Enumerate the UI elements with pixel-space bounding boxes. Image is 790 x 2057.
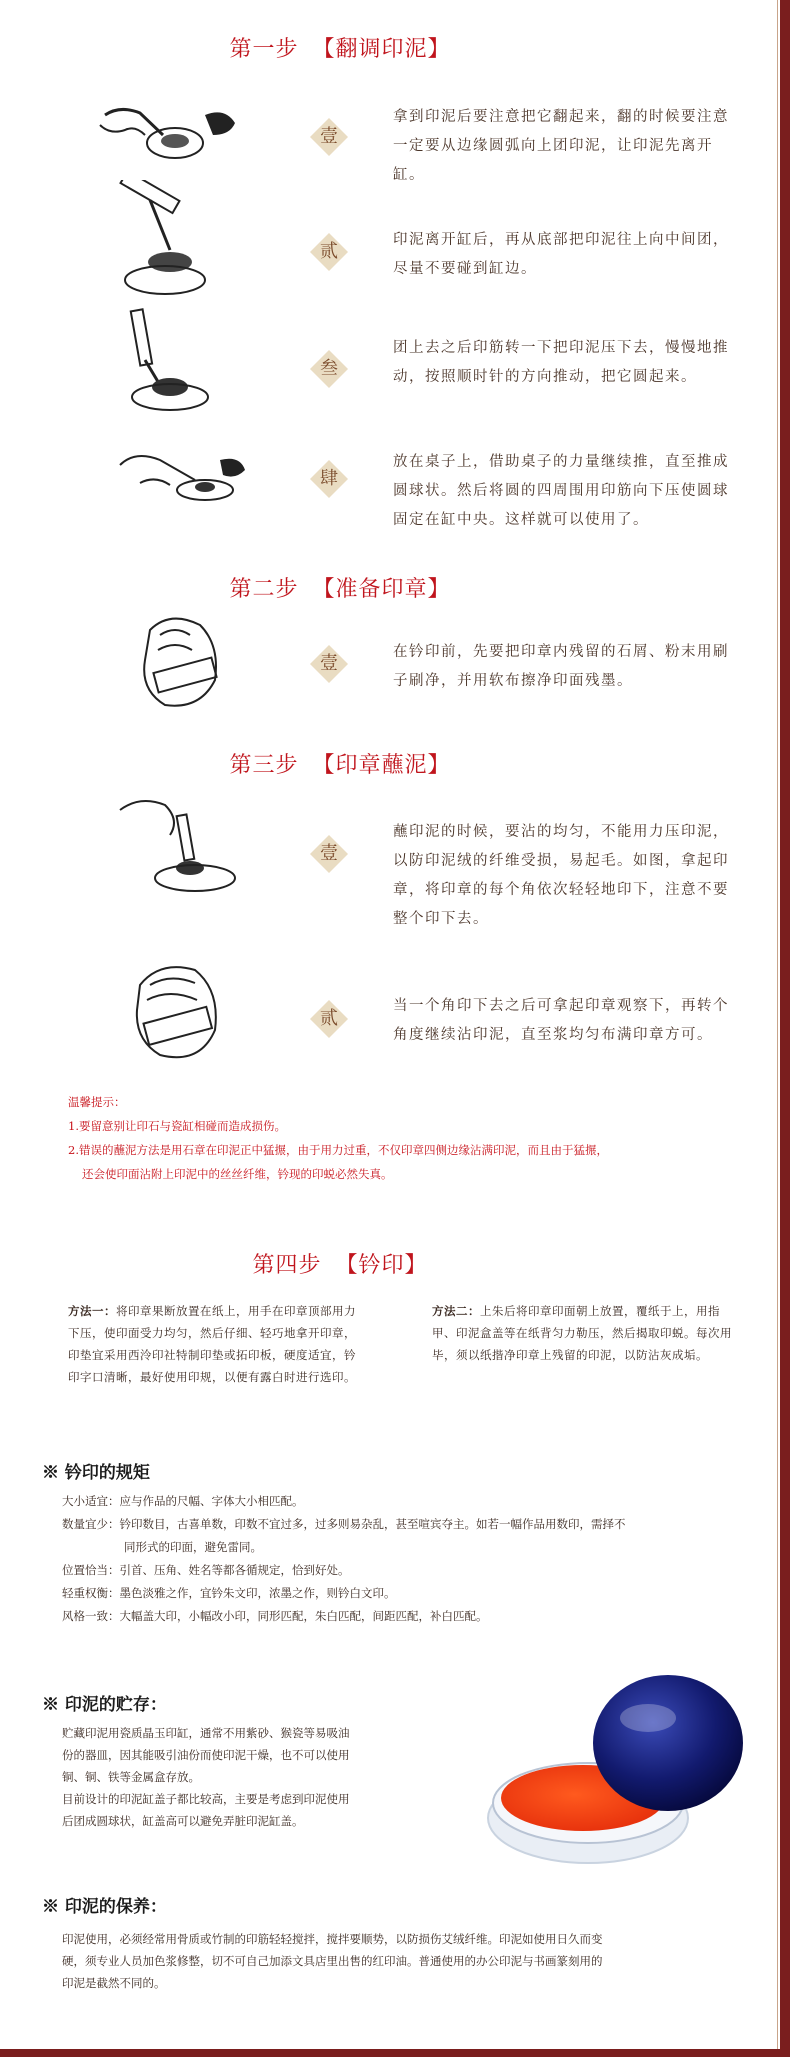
tips-heading: 温馨提示： (68, 1095, 126, 1109)
method1-label: 方法一： (68, 1304, 116, 1318)
rule-line: 位置恰当：引首、压角、姓名等都各循规定，恰到好处。 (62, 1563, 350, 1577)
care-text (62, 1928, 752, 1994)
illustration-clean-seal (130, 610, 230, 720)
badge-step1-3 (310, 350, 348, 388)
storage-line: 铜、铜、铁等金属盒存放。 (62, 1770, 200, 1784)
storage-text (62, 1722, 452, 1832)
step4-title-text: 第四步 (252, 1253, 322, 1278)
care-line: 硬，须专业人员加色浆修整，切不可自己加添文具店里出售的红印油。普通使用的办公印泥与书画篆刻用的 (62, 1954, 603, 1968)
tips-line: 2.错误的蘸泥方法是用石章在印泥正中猛搌，由于用力过重，不仅印章四侧边缘沾满印泥，而且由于猛搌， (68, 1143, 608, 1157)
badge-number: 贰 (320, 241, 338, 262)
step1-title-text: 第一步 (229, 37, 299, 62)
rules-heading: ※ 钤印的规矩 (42, 1463, 150, 1483)
step2-title-bracket: 【准备印章】 (312, 577, 451, 602)
right-border-line (777, 0, 778, 2057)
step1-item4-text: 放在桌子上，借助桌子的力量继续推，直至推成圆球状。然后将圆的四周围用印筋向下压使圆球固定在缸中央。这样就可以使用了。 (393, 454, 729, 528)
tips-line: 1.要留意别让印石与瓷缸相碰而造成损伤。 (68, 1119, 286, 1133)
rules-list (62, 1490, 752, 1628)
step1-item3-text: 团上去之后印筋转一下把印泥压下去，慢慢地推动，按照顺时针的方向推动，把它圆起来。 (393, 340, 729, 385)
storage-line: 贮藏印泥用瓷质晶玉印缸，通常不用紫砂、猴瓷等易吸油 (62, 1726, 350, 1740)
step3-item2-text: 当一个角印下去之后可拿起印章观察下，再转个角度继续沾印泥，直至浆均匀布满印章方可。 (393, 998, 729, 1043)
badge-number: 壹 (320, 843, 338, 864)
badge-number: 壹 (320, 653, 338, 674)
rule-line: 大小适宜：应与作品的尺幅、字体大小相匹配。 (62, 1494, 304, 1508)
tips-block (68, 1090, 608, 1186)
badge-number: 贰 (320, 1008, 338, 1029)
step3-title-text: 第三步 (229, 753, 299, 778)
badge-step3-1 (310, 835, 348, 873)
step4-title-bracket: 【钤印】 (335, 1253, 428, 1278)
rule-line: 风格一致：大幅盖大印，小幅改小印，同形匹配，朱白匹配，间距匹配，补白匹配。 (62, 1609, 488, 1623)
badge-number: 壹 (320, 126, 338, 147)
illustration-check-seal (125, 955, 245, 1075)
tips-line: 还会使印面沾附上印泥中的丝丝纤维，钤现的印蜕必然失真。 (82, 1167, 393, 1181)
method2-block (432, 1300, 742, 1366)
badge-step1-1 (310, 118, 348, 156)
badge-step1-4 (310, 460, 348, 498)
badge-step2-1 (310, 645, 348, 683)
storage-heading: ※ 印泥的贮存： (42, 1695, 167, 1715)
rule-line: 轻重权衡：墨色淡雅之作，宜钤朱文印，浓墨之作，则钤白文印。 (62, 1586, 396, 1600)
badge-step3-2 (310, 1000, 348, 1038)
method2-label: 方法二： (432, 1304, 480, 1318)
rule-line: 同形式的印面，避免雷同。 (124, 1540, 262, 1554)
method2-text: 上朱后将印章印面朝上放置，覆纸于上，用指甲、印泥盒盖等在纸背匀力勒压，然后揭取印蜕。每次用毕，须以纸揩净印章上残留的印泥，以防沾灰成垢。 (432, 1304, 732, 1362)
step2-item1-text: 在钤印前，先要把印章内残留的石屑、粉末用刷子刷净，并用软布擦净印面残墨。 (393, 644, 729, 689)
step1-item2-text: 印泥离开缸后，再从底部把印泥往上向中间团，尽量不要碰到缸边。 (393, 232, 729, 277)
step3-item1-text: 蘸印泥的时候，要沾的均匀，不能用力压印泥，以防印泥绒的纤维受损，易起毛。如图，拿起印章，将印章的每个角依次轻轻地印下，注意不要整个印下去。 (393, 824, 729, 927)
method1-text: 将印章果断放置在纸上，用手在印章顶部用力下压，使印面受力均匀，然后仔细、轻巧地拿开印章，印垫宜采用西泠印社特制印垫或拓印板，硬度适宜，钤印字口清晰，最好使用印规，以便有露白时进行选印。 (68, 1304, 356, 1384)
illustration-dip-seal (110, 790, 240, 900)
badge-number: 叁 (320, 358, 338, 379)
inkpad-jar-image (478, 1668, 748, 1868)
method1-block (68, 1300, 363, 1388)
illustration-gather-inkpad (110, 180, 220, 300)
storage-line: 份的器皿，因其能吸引油份而使印泥干燥，也不可以使用 (62, 1748, 350, 1762)
step1-item1-text: 拿到印泥后要注意把它翻起来，翻的时候要注意一定要从边缘圆弧向上团印泥，让印泥先离开缸。 (393, 109, 729, 183)
step3-title-bracket: 【印章蘸泥】 (312, 753, 451, 778)
step2-title-text: 第二步 (229, 577, 299, 602)
storage-line: 目前设计的印泥缸盖子都比较高，主要是考虑到印泥使用 (62, 1792, 350, 1806)
illustration-roll-inkpad (115, 435, 250, 515)
step1-title-bracket: 【翻调印泥】 (312, 37, 451, 62)
step1-title (0, 32, 680, 63)
badge-number: 肆 (320, 468, 338, 489)
rule-line: 数量宜少：钤印数目，古喜单数，印数不宜过多，过多则易杂乱，甚至喧宾夺主。如若一幅作品用数印，需择不 (62, 1517, 626, 1531)
right-border (780, 0, 790, 2057)
care-line: 印泥使用，必须经常用骨质或竹制的印筋轻轻搅拌，搅拌要顺势，以防损伤艾绒纤维。印泥如使用日久而变 (62, 1932, 603, 1946)
step4-title (0, 1248, 680, 1279)
step2-title (0, 572, 680, 603)
step3-title (0, 748, 680, 779)
care-line: 印泥是截然不同的。 (62, 1976, 166, 1990)
bottom-border (0, 2049, 790, 2057)
care-heading: ※ 印泥的保养： (42, 1897, 167, 1917)
badge-step1-2 (310, 233, 348, 271)
storage-line: 后团成圆球状，缸盖高可以避免弄脏印泥缸盖。 (62, 1814, 304, 1828)
illustration-press-inkpad (115, 305, 225, 415)
